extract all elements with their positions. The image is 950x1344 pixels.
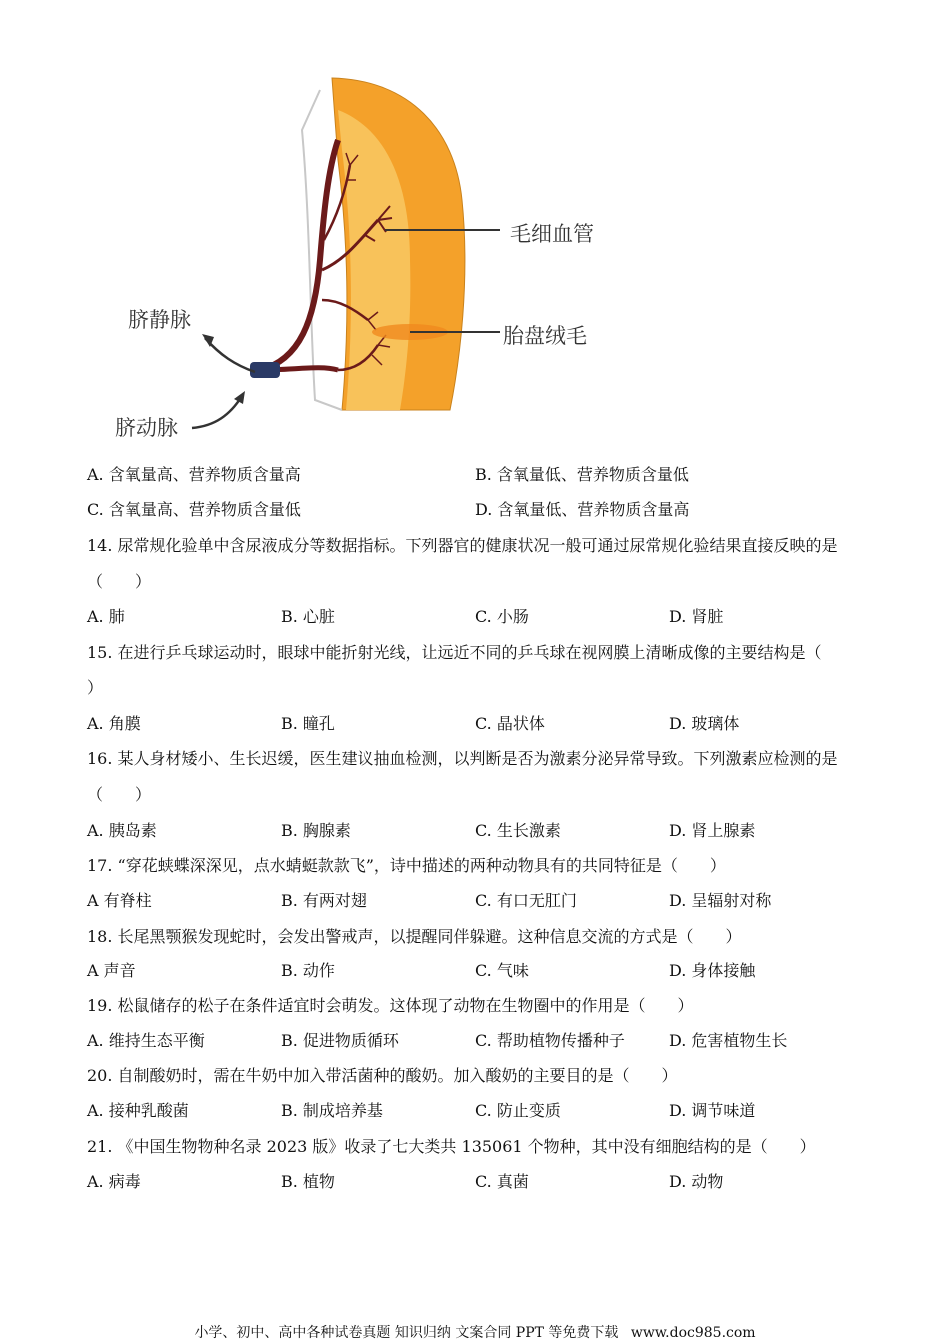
label-umbilical-artery: 脐动脉 xyxy=(115,416,178,440)
q17-option-a: A 有脊柱 xyxy=(87,891,152,910)
q15-stem-cont: ） xyxy=(87,678,104,697)
q20-option-c: C. 防止变质 xyxy=(475,1101,561,1120)
q21-option-a: A. 病毒 xyxy=(87,1172,141,1191)
q17-option-d: D. 呈辐射对称 xyxy=(669,891,772,910)
q14-option-a: A. 肺 xyxy=(87,607,125,626)
q20-option-b: B. 制成培养基 xyxy=(281,1101,383,1120)
q14-option-d: D. 肾脏 xyxy=(669,607,724,626)
q18-option-b: B. 动作 xyxy=(281,961,335,980)
q13-option-b: B. 含氧量低、营养物质含量低 xyxy=(475,465,689,484)
page-footer xyxy=(0,1322,950,1342)
q21-option-d: D. 动物 xyxy=(669,1172,724,1191)
q20-option-d: D. 调节味道 xyxy=(669,1101,756,1120)
q15-option-a: A. 角膜 xyxy=(87,714,141,733)
q21-option-c: C. 真菌 xyxy=(475,1172,529,1191)
q13-option-d: D. 含氧量低、营养物质含量高 xyxy=(475,500,690,519)
q19-option-c: C. 帮助植物传播种子 xyxy=(475,1031,625,1050)
q18-option-c: C. 气味 xyxy=(475,961,529,980)
q14-option-b: B. 心脏 xyxy=(281,607,335,626)
label-capillary: 毛细血管 xyxy=(510,222,594,246)
q19-option-b: B. 促进物质循环 xyxy=(281,1031,399,1050)
q21-option-b: B. 植物 xyxy=(281,1172,335,1191)
q16-option-c: C. 生长激素 xyxy=(475,821,561,840)
q15-option-b: B. 瞳孔 xyxy=(281,714,335,733)
q13-option-a: A. 含氧量高、营养物质含量高 xyxy=(87,465,301,484)
q18-option-a: A 声音 xyxy=(87,961,136,980)
q14-stem-cont: （ ） xyxy=(87,572,152,591)
q19-stem: 19. 松鼠储存的松子在条件适宜时会萌发。这体现了动物在生物圈中的作用是（ ） xyxy=(87,996,694,1015)
q15-option-d: D. 玻璃体 xyxy=(669,714,740,733)
q18-stem: 18. 长尾黑颚猴发现蛇时，会发出警戒声，以提醒同伴躲避。这种信息交流的方式是（ ） xyxy=(87,927,742,946)
q16-option-b: B. 胸腺素 xyxy=(281,821,351,840)
q19-option-d: D. 危害植物生长 xyxy=(669,1031,788,1050)
label-placental-villi: 胎盘绒毛 xyxy=(503,324,587,348)
q16-option-d: D. 肾上腺素 xyxy=(669,821,756,840)
placenta-illustration xyxy=(110,70,610,450)
q15-option-c: C. 晶状体 xyxy=(475,714,545,733)
q16-stem-cont: （ ） xyxy=(87,785,152,804)
q17-option-c: C. 有口无肛门 xyxy=(475,891,577,910)
placenta-diagram xyxy=(110,70,610,450)
q15-stem: 15. 在进行乒乓球运动时，眼球中能折射光线，让远近不同的乒乓球在视网膜上清晰成像的主要结构是（ xyxy=(87,643,822,662)
q14-stem: 14. 尿常规化验单中含尿液成分等数据指标。下列器官的健康状况一般可通过尿常规化验结果直接反映的是 xyxy=(87,536,838,555)
q17-stem: 17. “穿花蛱蝶深深见，点水蜻蜓款款飞”，诗中描述的两种动物具有的共同特征是（ ） xyxy=(87,856,726,875)
q16-option-a: A. 胰岛素 xyxy=(87,821,157,840)
q14-option-c: C. 小肠 xyxy=(475,607,529,626)
q19-option-a: A. 维持生态平衡 xyxy=(87,1031,205,1050)
q20-stem: 20. 自制酸奶时，需在牛奶中加入带活菌种的酸奶。加入酸奶的主要目的是（ ） xyxy=(87,1066,678,1085)
q18-option-d: D. 身体接触 xyxy=(669,961,756,980)
q13-option-c: C. 含氧量高、营养物质含量低 xyxy=(87,500,301,519)
q21-stem: 21. 《中国生物物种名录 2023 版》收录了七大类共 135061 个物种，其中没有细胞结构的是（ ） xyxy=(87,1137,816,1156)
footer-text: 小学、初中、高中各种试卷真题 知识归纳 文案合同 PPT 等免费下载 xyxy=(194,1325,619,1341)
q17-option-b: B. 有两对翅 xyxy=(281,891,367,910)
footer-url[interactable]: www.doc985.com xyxy=(630,1325,756,1341)
q16-stem: 16. 某人身材矮小、生长迟缓，医生建议抽血检测，以判断是否为激素分泌异常导致。下列激素应检测的是 xyxy=(87,749,838,768)
label-umbilical-vein: 脐静脉 xyxy=(128,308,191,332)
q20-option-a: A. 接种乳酸菌 xyxy=(87,1101,189,1120)
